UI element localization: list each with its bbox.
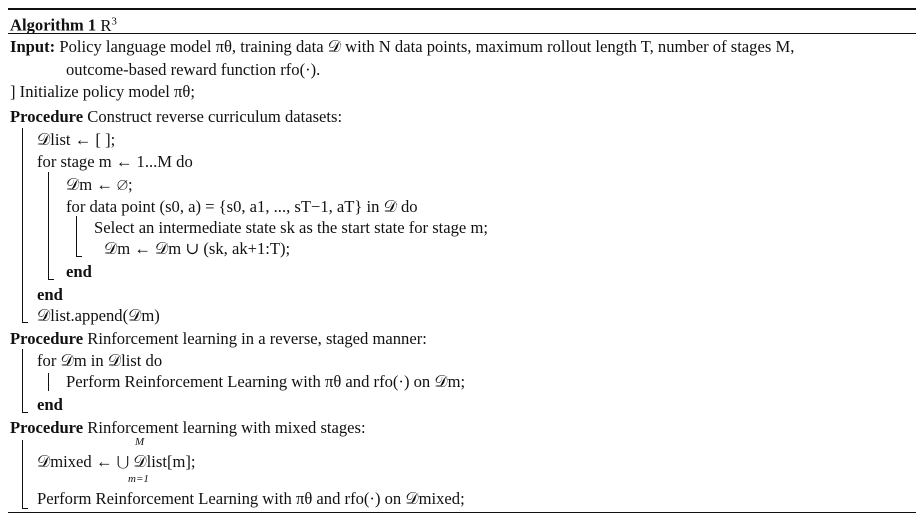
procedure-1-header [10,107,342,127]
p1-line-9: 𝒟list.append(𝒟m) [37,306,160,325]
procedure-2-bar [22,349,23,412]
input-line-1 [10,37,794,57]
bottom-rule [8,512,916,513]
p2-line-1: for 𝒟m in 𝒟list do [37,351,163,370]
p1-line-7: end [66,262,92,281]
p1-line-4: for data point (s0, a) = {s0, a1, ..., sT−1, aT} in 𝒟 do [66,197,418,216]
p3-line-1: 𝒟mixed ← ⋃ 𝒟list[m]; [37,452,196,471]
procedure-2-header [10,329,427,349]
algorithm-header [10,11,117,36]
header-rule [8,33,916,34]
algorithm-name: $R^3$ [100,15,117,35]
procedure-title: Rinforcement learning in a reverse, staged manner: [87,329,427,348]
for-stage-bar-end [48,279,54,280]
p1-line-3: 𝒟m ← ∅; [66,175,133,194]
for-stage-bar [48,172,49,279]
for-data-bar-end [76,256,82,257]
procedure-3-bar [22,440,23,508]
p1-line-5: Select an intermediate state sk as the start state for stage m; [94,218,488,237]
p3-line-2: Perform Reinforcement Learning with πθ and rfo(·) on 𝒟mixed; [37,489,465,508]
algorithm-label: Algorithm 1 [10,15,97,35]
union-lower: m=1 [128,473,149,485]
input-keyword: Input: [10,37,56,56]
procedure-title: Construct reverse curriculum datasets: [87,107,343,126]
init-line: ] Initialize policy model πθ; [10,82,195,101]
input-text-2: outcome-based reward function rfo(·). [66,60,321,79]
procedure-keyword: Procedure [10,329,84,348]
p2-line-2: Perform Reinforcement Learning with πθ and rfo(·) on 𝒟m; [66,372,466,391]
union-upper: M [135,436,145,448]
procedure-3-header [10,418,366,438]
procedure-keyword: Procedure [10,107,84,126]
p2-line-3: end [37,395,63,414]
p1-line-8: end [37,285,63,304]
for-dm-bar [48,373,49,391]
p1-line-2: for stage m ← 1...M do [37,152,193,171]
procedure-2-bar-end [22,412,28,413]
p1-line-1: 𝒟list ← [ ]; [37,130,116,149]
procedure-1-bar-end [22,322,28,323]
procedure-3-bar-end [22,508,28,509]
procedure-keyword: Procedure [10,418,84,437]
procedure-title: Rinforcement learning with mixed stages: [87,418,366,437]
procedure-1-bar [22,128,23,322]
p1-line-6: 𝒟m ← 𝒟m ∪ (sk, ak+1:T); [104,239,291,258]
input-line-2 [66,60,320,80]
input-text-1: Policy language model πθ, training data 𝒟 with N data points, maximum rollout length T, number of stages M, [59,37,795,56]
top-rule [8,8,916,10]
for-data-bar [76,216,77,256]
